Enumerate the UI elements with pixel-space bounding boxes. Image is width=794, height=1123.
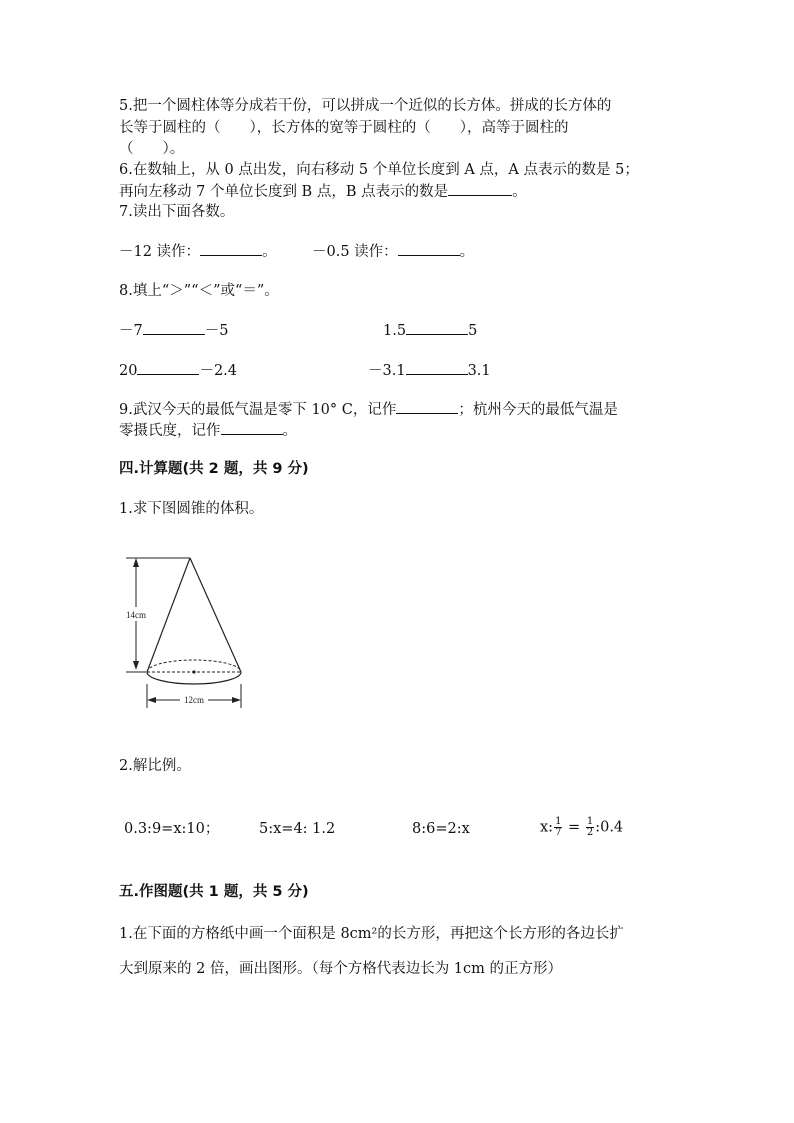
q9-line2 bbox=[119, 420, 297, 441]
height-label: 14cm bbox=[126, 610, 146, 620]
equation-4-prefix: x: bbox=[540, 819, 554, 836]
q8-pair-1-blank[interactable] bbox=[143, 320, 205, 335]
q6-line2-text: 再向左移动 7 个单位长度到 B 点，B 点表示的数是 bbox=[119, 184, 449, 200]
q7-item1-blank[interactable] bbox=[200, 241, 262, 256]
equation-1: 0.3:9=x:10； bbox=[124, 821, 220, 837]
q7-item1 bbox=[119, 241, 277, 262]
q8-pair-4 bbox=[368, 360, 491, 381]
fraction-1-numerator: 1 bbox=[555, 816, 562, 827]
section5-heading: 五.作图题(共 1 题，共 5 分) bbox=[119, 884, 309, 900]
fraction-2 bbox=[586, 817, 594, 838]
q7-item2 bbox=[312, 241, 474, 262]
diameter-arrow-right bbox=[232, 697, 241, 703]
diameter-arrow-left bbox=[147, 697, 156, 703]
q6-line2 bbox=[119, 181, 527, 202]
height-arrow-up bbox=[133, 558, 139, 567]
q8-pair-4-right: 3.1 bbox=[467, 363, 491, 379]
cone-figure bbox=[120, 548, 250, 713]
q9-blank-2[interactable] bbox=[221, 420, 283, 435]
base-ellipse-front bbox=[147, 672, 241, 684]
q7-item2-suffix: 。 bbox=[459, 244, 475, 260]
fraction-2-numerator: 1 bbox=[586, 816, 594, 827]
q7-item2-label: －0.5 读作： bbox=[312, 244, 398, 260]
q8-pair-4-blank[interactable] bbox=[406, 360, 468, 375]
base-ellipse-back bbox=[147, 660, 241, 672]
q8-pair-2 bbox=[383, 320, 477, 341]
q6-answer-blank[interactable] bbox=[448, 181, 512, 196]
q9-line1-suffix: ；杭州今天的最低气温是 bbox=[458, 402, 618, 418]
equation-4-suffix: :0.4 bbox=[595, 819, 624, 836]
base-center-dot bbox=[192, 670, 195, 673]
height-arrow-down bbox=[133, 661, 139, 670]
q9-blank-1[interactable] bbox=[396, 399, 458, 414]
s4-q2-text: 2.解比例。 bbox=[119, 758, 191, 774]
q8-pair-3-right: －2.4 bbox=[199, 363, 238, 379]
fraction-2-denominator: 2 bbox=[586, 827, 594, 838]
q9-line1 bbox=[119, 399, 618, 420]
q8-pair-2-left: 1.5 bbox=[383, 323, 407, 339]
section4-heading: 四.计算题(共 2 题，共 9 分) bbox=[119, 461, 309, 477]
q9-line1-text: 9.武汉今天的最低气温是零下 10° C，记作 bbox=[119, 402, 397, 418]
q5-line3: （ ）。 bbox=[119, 141, 185, 157]
equation-4 bbox=[540, 817, 623, 838]
q9-line2-text: 零摄氏度，记作 bbox=[119, 423, 221, 439]
q8-pair-3-left: 20 bbox=[119, 363, 138, 379]
fraction-1-denominator: 7 bbox=[555, 827, 562, 838]
equation-4-equals: = bbox=[563, 819, 585, 836]
cone-right-side bbox=[190, 558, 241, 672]
diameter-label: 12cm bbox=[184, 695, 204, 705]
q8-pair-3-blank[interactable] bbox=[137, 360, 199, 375]
q8-pair-1-left: －7 bbox=[119, 323, 143, 339]
q8-pair-1-right: －5 bbox=[204, 323, 229, 339]
q8-pair-1 bbox=[119, 320, 228, 341]
q7-item2-blank[interactable] bbox=[398, 241, 460, 256]
q5-line2: 长等于圆柱的（ ），长方体的宽等于圆柱的（ ），高等于圆柱的 bbox=[119, 120, 569, 136]
q7-item1-suffix: 。 bbox=[262, 244, 277, 260]
q7-title: 7.读出下面各数。 bbox=[119, 204, 235, 220]
q9-line2-suffix: 。 bbox=[282, 423, 297, 439]
equation-3: 8:6=2:x bbox=[412, 821, 470, 837]
q6-line2-suffix: 。 bbox=[512, 184, 527, 200]
equation-2: 5:x=4: 1.2 bbox=[259, 821, 336, 837]
fraction-1 bbox=[554, 817, 562, 838]
s4-q1-text: 1.求下图圆锥的体积。 bbox=[119, 501, 264, 517]
q8-pair-2-blank[interactable] bbox=[406, 320, 468, 335]
q8-pair-2-right: 5 bbox=[468, 323, 478, 339]
q7-item1-label: －12 读作： bbox=[119, 244, 201, 260]
s5-q1-line1: 1.在下面的方格纸中画一个面积是 8cm²的长方形，再把这个长方形的各边长扩 bbox=[119, 926, 624, 942]
q8-title: 8.填上“＞”“＜”或“＝”。 bbox=[119, 283, 279, 299]
cone-left-side bbox=[147, 558, 190, 672]
q8-pair-4-left: －3.1 bbox=[368, 363, 406, 379]
q5-line1: 5.把一个圆柱体等分成若干份，可以拼成一个近似的长方体。拼成的长方体的 bbox=[119, 98, 612, 114]
q8-pair-3 bbox=[119, 360, 237, 381]
s5-q1-line2: 大到原来的 2 倍，画出图形。（每个方格代表边长为 1cm 的正方形） bbox=[119, 961, 563, 977]
q6-line1: 6.在数轴上，从 0 点出发，向右移动 5 个单位长度到 A 点，A 点表示的数是 5； bbox=[119, 162, 639, 178]
